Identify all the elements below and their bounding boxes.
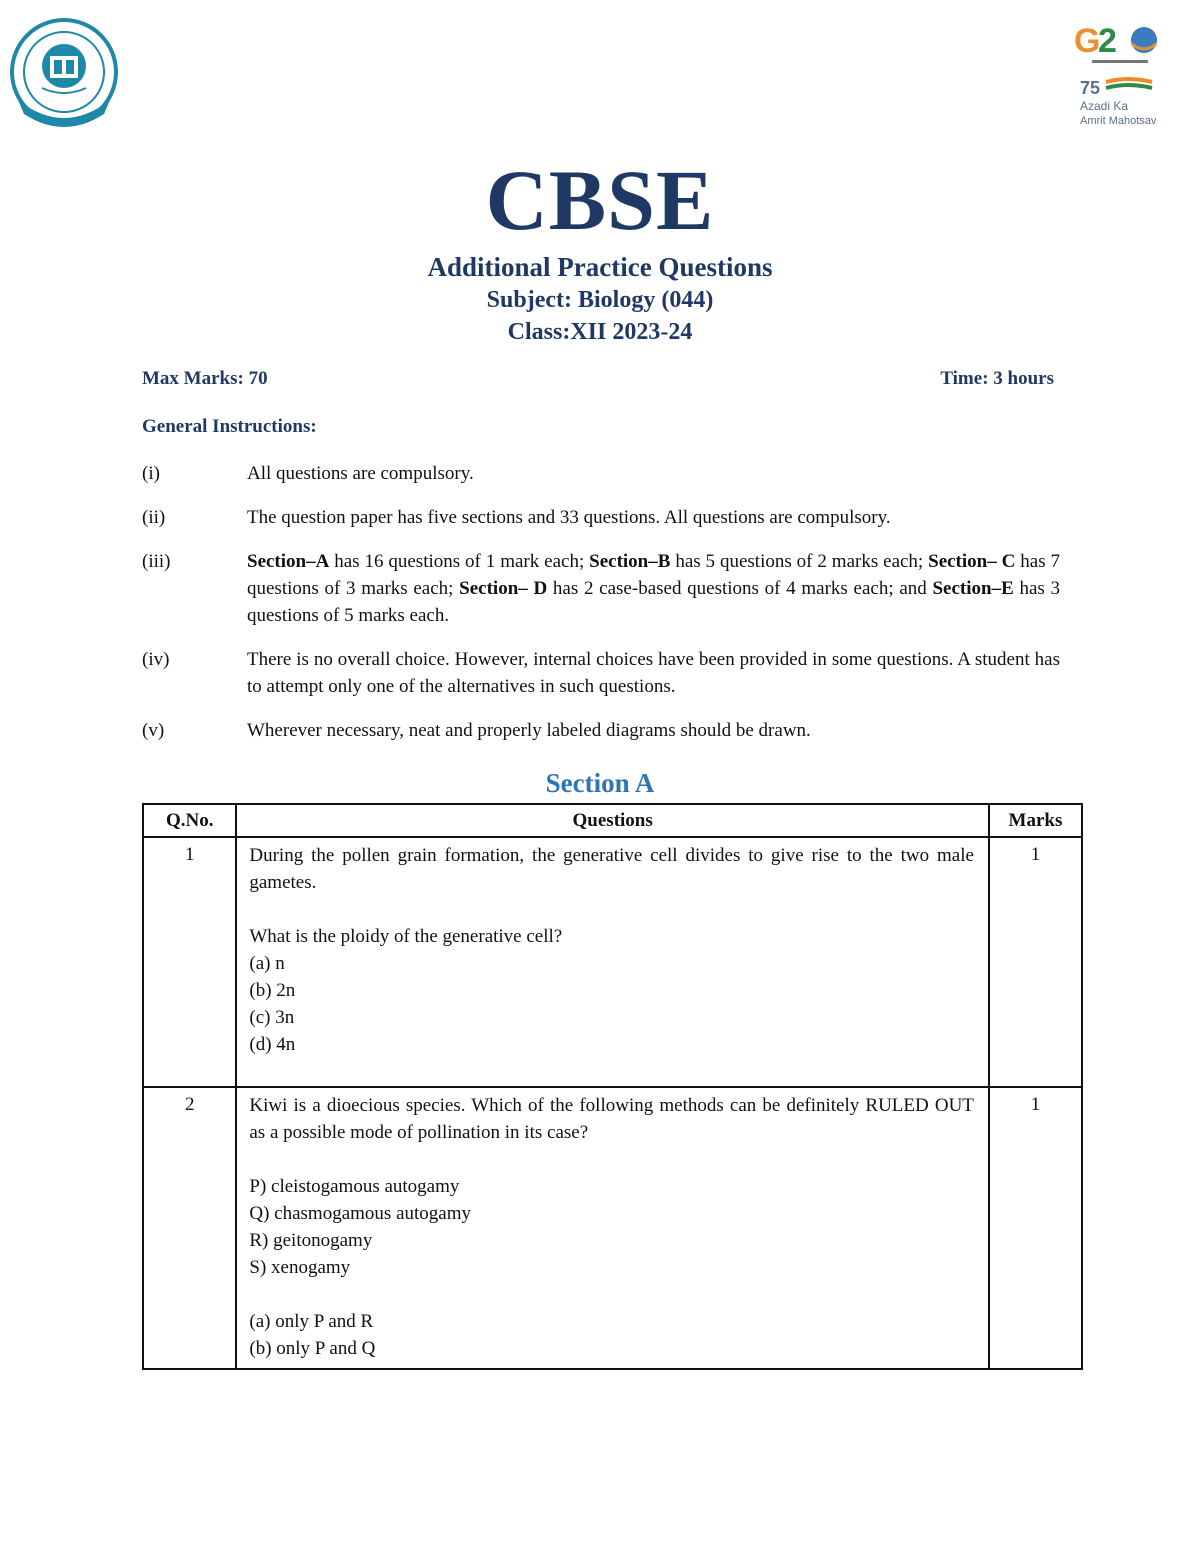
option: (d) 4n [249, 1034, 296, 1055]
question-prompt: What is the ploidy of the generative cell? [249, 926, 563, 947]
statement: P) cleistogamous autogamy [249, 1176, 460, 1197]
instruction-fragment: has 16 questions of 1 mark each; [329, 551, 590, 572]
subject-line: Subject: Biology (044) [486, 287, 714, 313]
column-header-qno: Q.No. [143, 804, 236, 837]
table-header-row [143, 804, 1082, 837]
instruction-text: All questions are compulsory. [247, 463, 474, 484]
section-e-label: Section–E [932, 578, 1014, 599]
statement: Q) chasmogamous autogamy [249, 1203, 471, 1224]
page-title: CBSE [485, 152, 715, 248]
option: (b) 2n [249, 980, 296, 1001]
option: (c) 3n [249, 1007, 295, 1028]
instruction-text [247, 548, 1060, 629]
time-allowed: Time: 3 hours [940, 368, 1054, 389]
option: (b) only P and Q [249, 1338, 376, 1359]
question-marks: 1 [989, 1087, 1082, 1369]
questions-table [142, 803, 1083, 1370]
question-number: 1 [143, 837, 236, 1087]
svg-text:2: 2 [1098, 22, 1117, 60]
instruction-text: The question paper has five sections and 33 questions. All questions are compulsory. [247, 507, 891, 528]
question-stem: Kiwi is a dioecious species. Which of the following methods can be definitely RULED OUT as a possible mode of pollination in its case? [249, 1095, 974, 1143]
instruction-item [142, 646, 1060, 700]
section-c-label: Section– C [928, 551, 1016, 572]
instruction-number: (iii) [142, 551, 171, 572]
option: (a) only P and R [249, 1311, 374, 1332]
section-a-title: Section A [545, 768, 655, 798]
svg-text:G: G [1074, 22, 1101, 60]
question-marks: 1 [989, 837, 1082, 1087]
section-d-label: Section– D [459, 578, 548, 599]
svg-text:Azadi Ka: Azadi Ka [1080, 99, 1129, 113]
instruction-item [142, 548, 1060, 629]
instruction-number: (ii) [142, 507, 166, 528]
column-header-marks: Marks [989, 804, 1082, 837]
instruction-fragment: has 2 case-based questions of 4 marks each; and [547, 578, 933, 599]
question-cell [236, 1087, 989, 1369]
instruction-text: Wherever necessary, neat and properly labeled diagrams should be drawn. [247, 720, 811, 741]
svg-text:75: 75 [1080, 78, 1101, 98]
instruction-item [142, 460, 1060, 487]
instruction-item [142, 717, 1060, 744]
statement: R) geitonogamy [249, 1230, 373, 1251]
column-header-questions: Questions [236, 804, 989, 837]
document-subtitle: Additional Practice Questions [427, 252, 773, 282]
cbse-emblem-icon [8, 18, 120, 130]
table-row [143, 1087, 1082, 1369]
section-a-label: Section–A [247, 551, 330, 572]
instructions-list [142, 460, 1060, 761]
instruction-fragment: has 5 questions of 2 marks each; [670, 551, 929, 572]
instruction-fragment: has 7 questions of 3 marks each; [247, 551, 1060, 599]
instruction-text: There is no overall choice. However, internal choices have been provided in some questions. A student has to attempt only one of the alternatives in such questions. [247, 649, 1060, 697]
instruction-number: (v) [142, 720, 165, 741]
g20-azadi-logo-icon [1072, 18, 1168, 130]
svg-text:Amrit Mahotsav: Amrit Mahotsav [1080, 115, 1157, 127]
question-stem: During the pollen grain formation, the generative cell divides to give rise to the two male gametes. [249, 845, 974, 893]
question-cell [236, 837, 989, 1087]
instruction-item [142, 504, 1060, 531]
instruction-number: (i) [142, 463, 160, 484]
general-instructions-heading: General Instructions: [142, 416, 317, 437]
class-line: Class:XII 2023-24 [507, 319, 693, 345]
table-row [143, 837, 1082, 1087]
question-number: 2 [143, 1087, 236, 1369]
instruction-fragment: has 3 questions of 5 marks each. [247, 578, 1061, 626]
instruction-number: (iv) [142, 649, 170, 670]
option: (a) n [249, 953, 285, 974]
statement: S) xenogamy [249, 1257, 351, 1278]
section-b-label: Section–B [589, 551, 671, 572]
max-marks: Max Marks: 70 [142, 368, 268, 389]
